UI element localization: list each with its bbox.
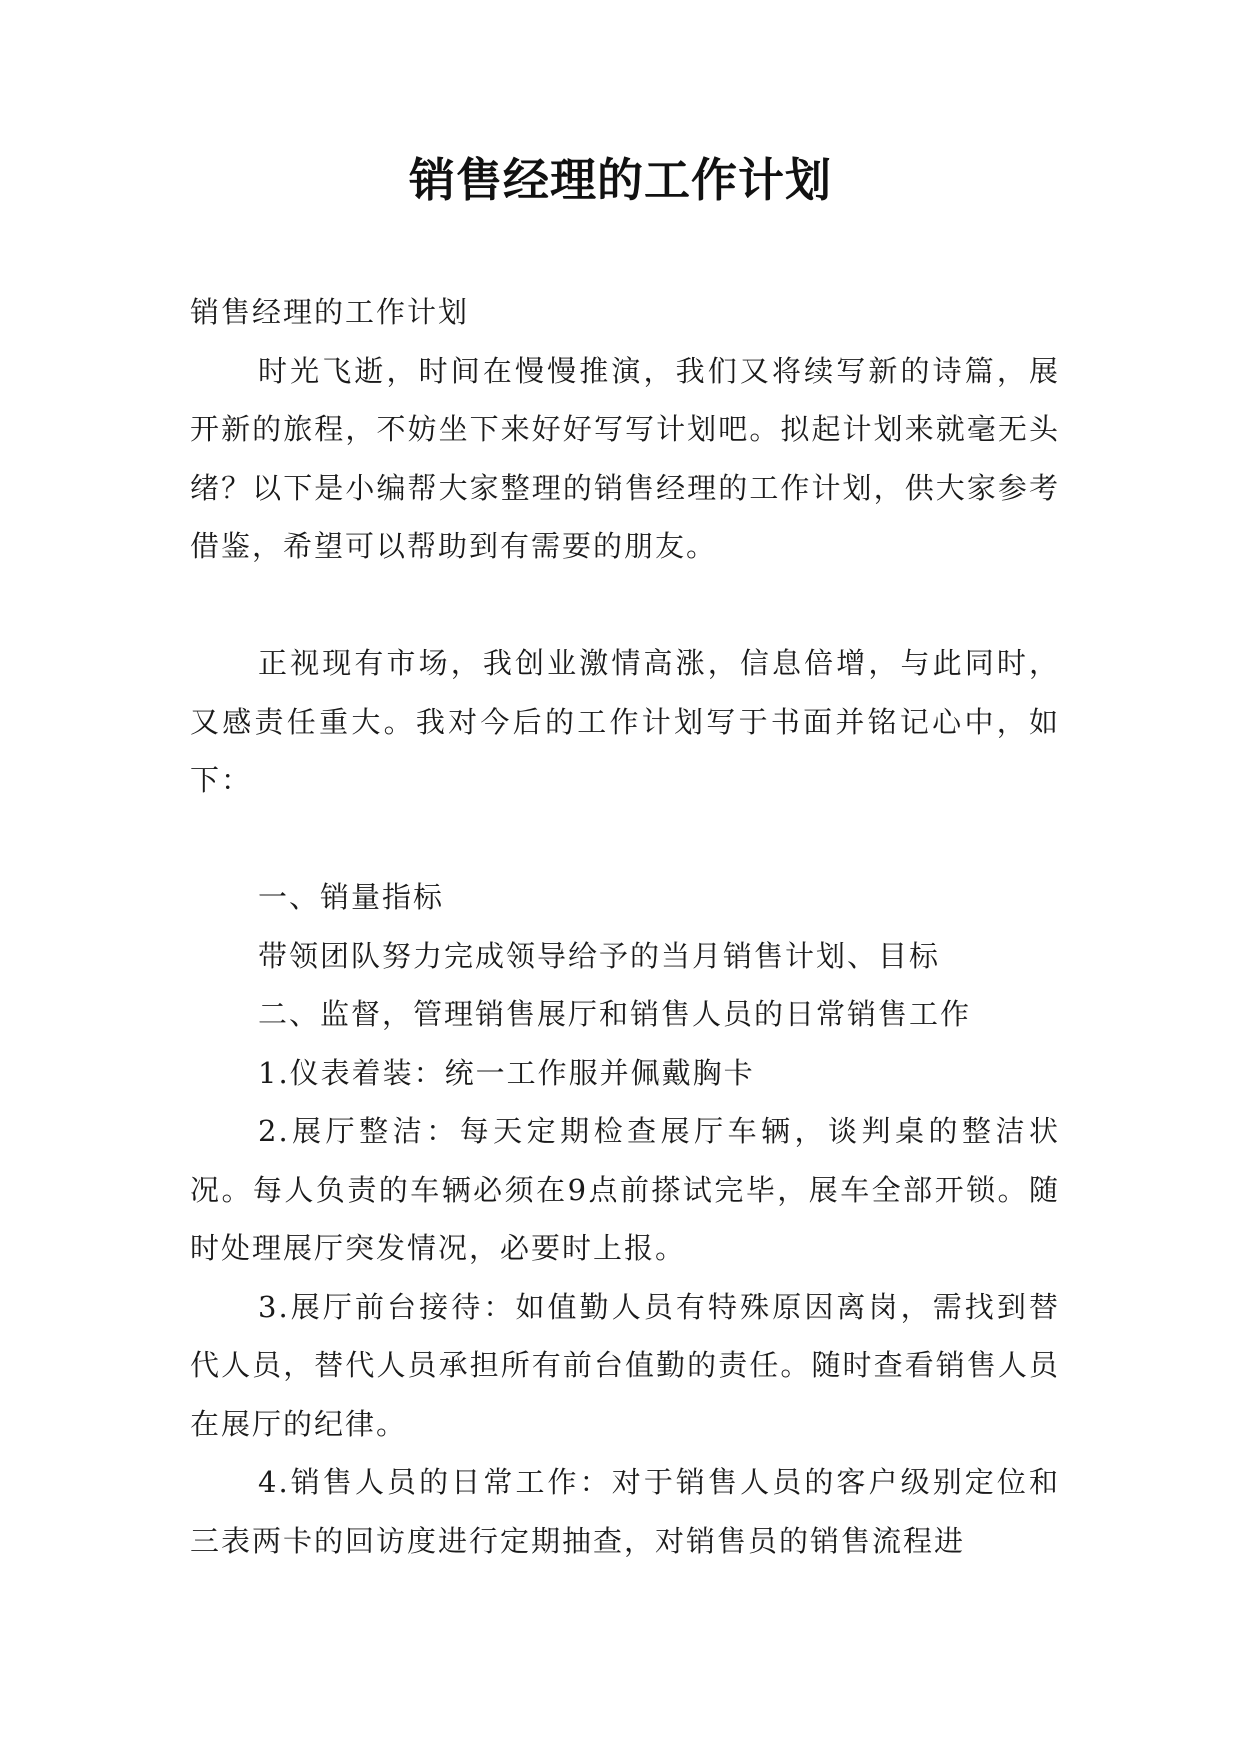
list-item-showroom-cleanliness: 2.展厅整洁：每天定期检查展厅车辆，谈判桌的整洁状况。每人负责的车辆必须在9点前搽试完毕，展车全部开锁。随时处理展厅突发情况，必要时上报。 xyxy=(190,1114,1060,1265)
blank-line xyxy=(190,810,1060,869)
list-item-front-desk: 3.展厅前台接待：如值勤人员有特殊原因离岗，需找到替代人员，替代人员承担所有前台值勤的责任。随时查看销售人员在展厅的纪律。 xyxy=(190,1289,1060,1441)
intro-paragraph: 时光飞逝，时间在慢慢推演，我们又将续写新的诗篇，展开新的旅程，不妨坐下来好好写写计划吧。拟起计划来就毫无头绪？以下是小编帮大家整理的销售经理的工作计划，供大家参考借鉴，希望可以帮助到有需要的朋友。 xyxy=(190,353,1060,563)
section-heading-supervision: 二、监督，管理销售展厅和销售人员的日常销售工作 xyxy=(258,997,972,1031)
blank-line xyxy=(190,576,1060,635)
subtitle-paragraph: 销售经理的工作计划 xyxy=(190,295,470,329)
sales-target-paragraph: 带领团队努力完成领导给予的当月销售计划、目标 xyxy=(258,938,941,973)
section-heading-sales-target: 一、销量指标 xyxy=(258,880,445,914)
list-item-dress-code: 1.仪表着装：统一工作服并佩戴胸卡 xyxy=(258,1055,755,1090)
list-item-daily-work: 4.销售人员的日常工作：对于销售人员的客户级别定位和三表两卡的回访度进行定期抽查，对销售员的销售流程进 xyxy=(190,1465,1060,1558)
commitment-paragraph: 正视现有市场，我创业激情高涨，信息倍增，与此同时，又感责任重大。我对今后的工作计划写于书面并铭记心中，如下： xyxy=(190,646,1060,797)
document-title: 销售经理的工作计划 xyxy=(409,153,832,207)
document-body xyxy=(190,283,1060,1570)
